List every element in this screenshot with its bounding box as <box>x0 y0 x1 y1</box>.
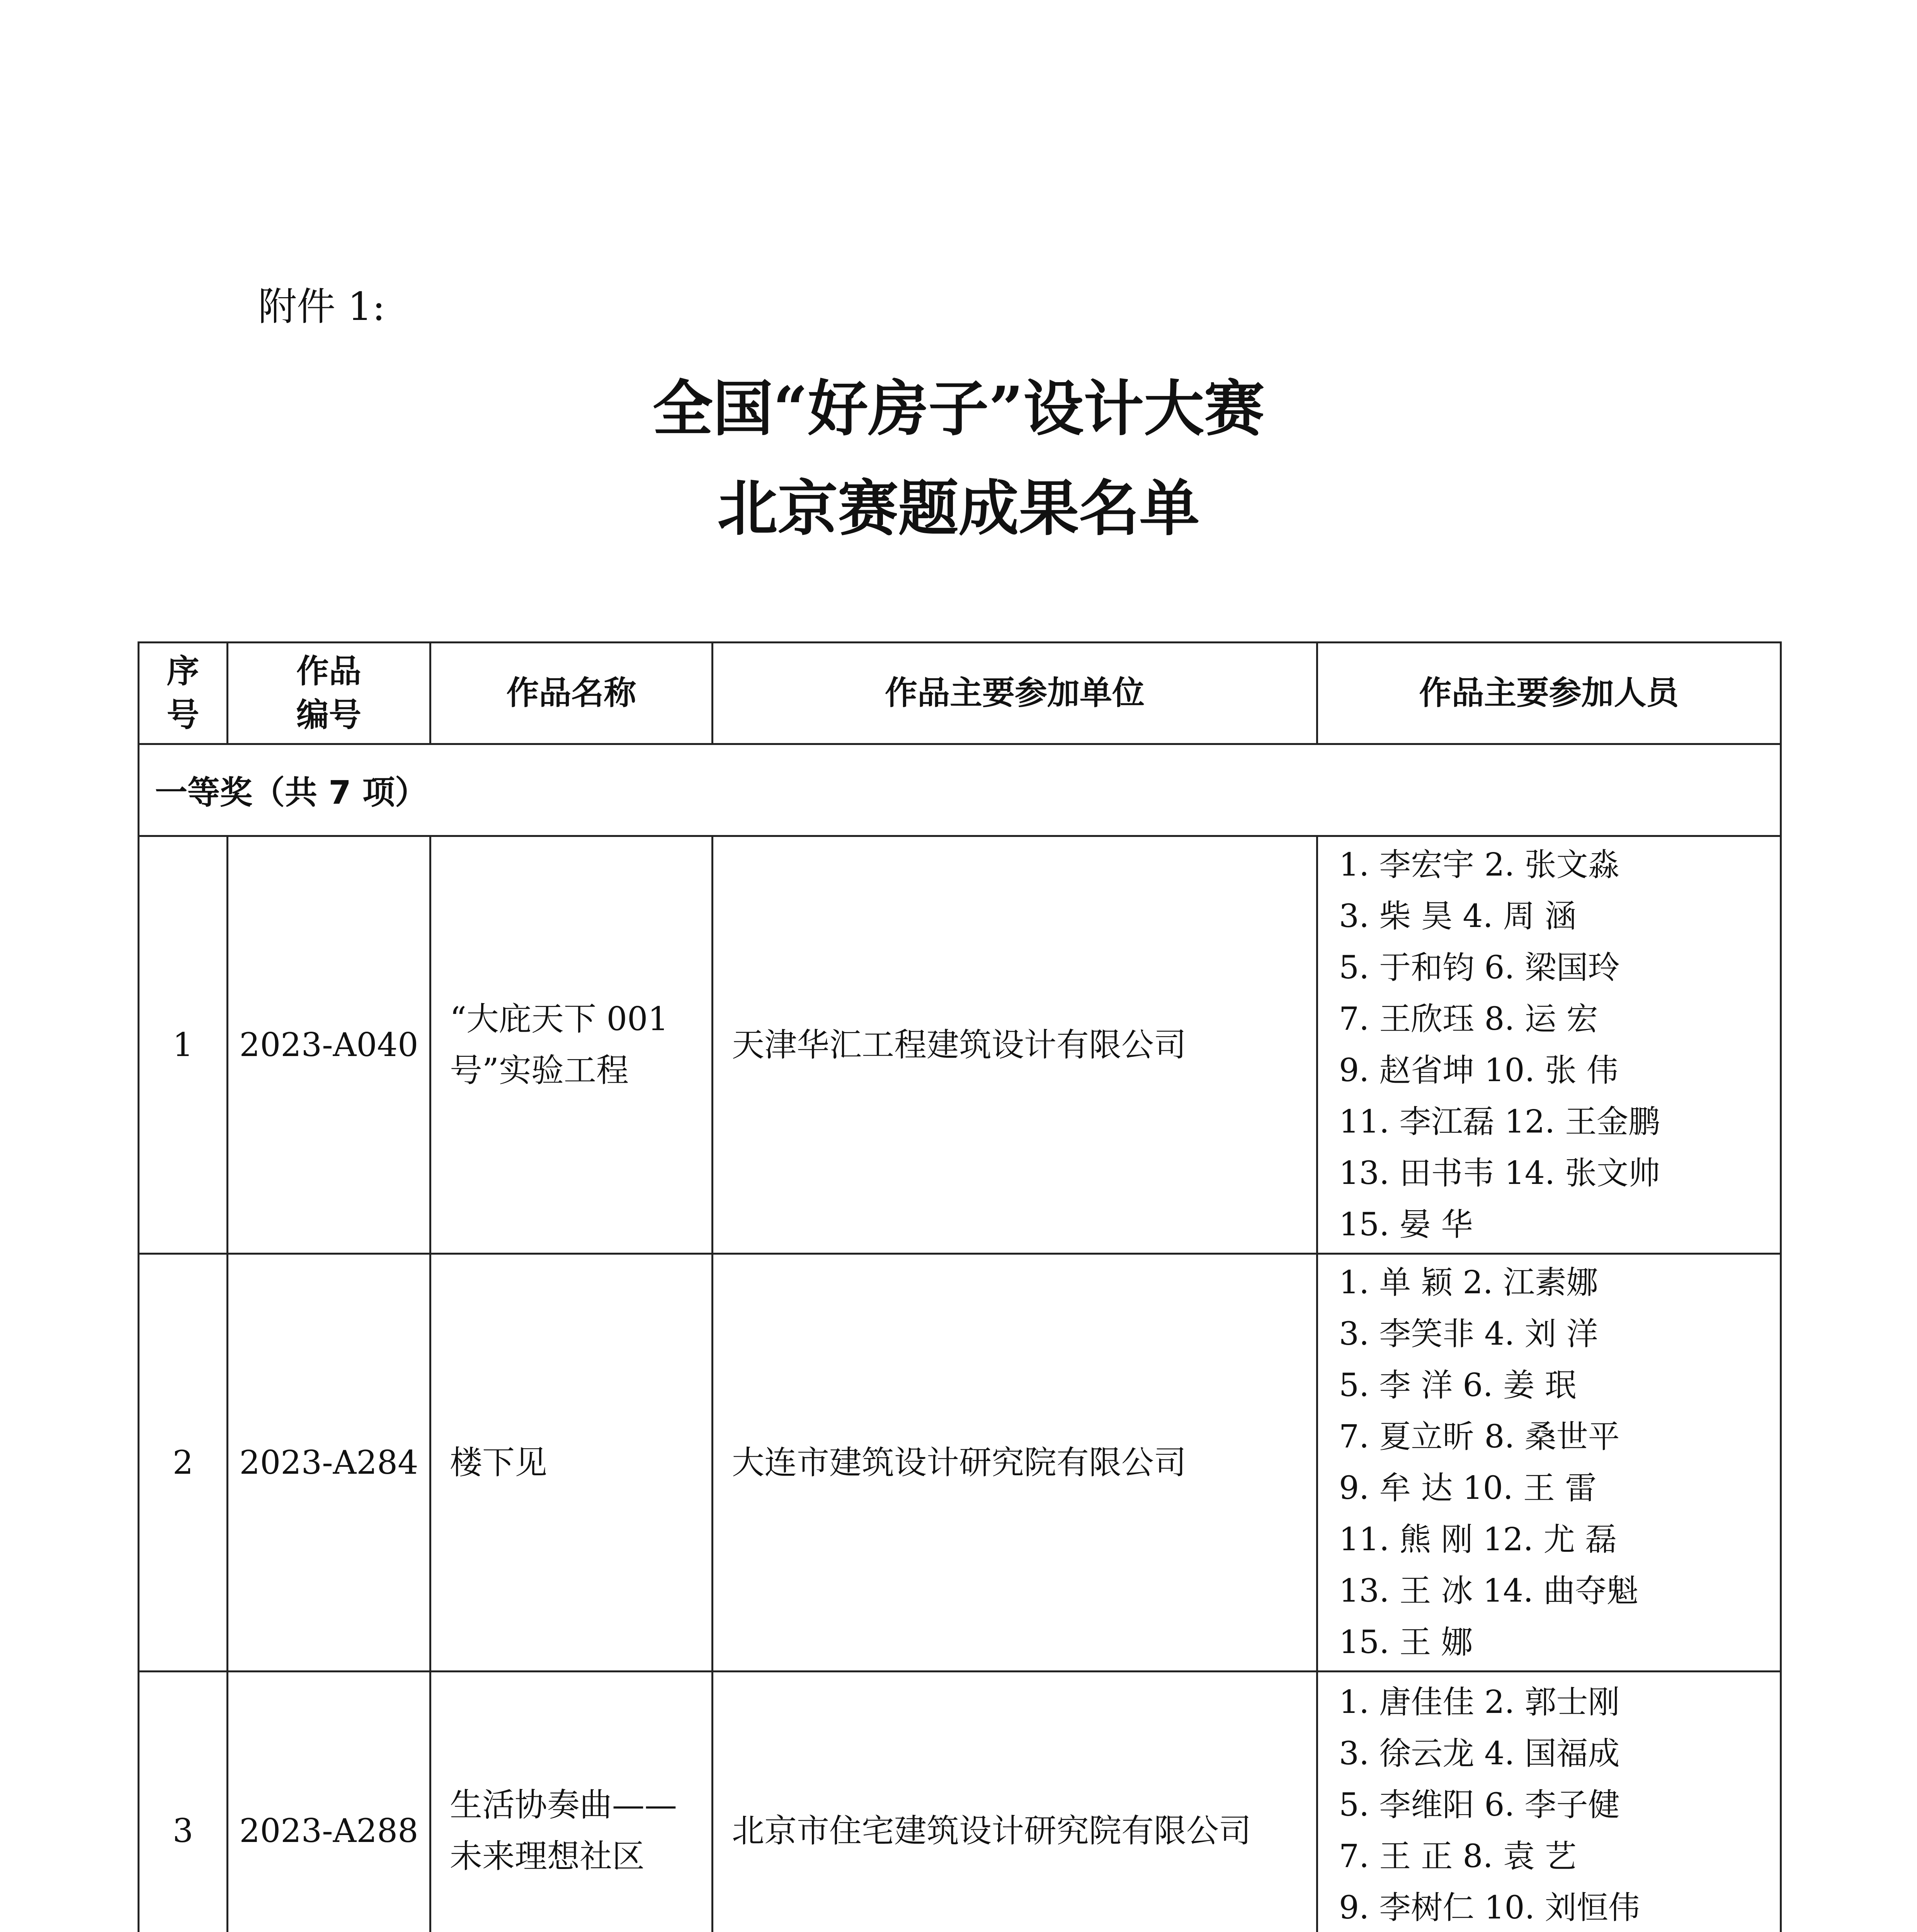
table-header-row <box>139 643 1781 744</box>
table-row <box>139 1672 1781 1932</box>
person-line: 5. 李 洋 6. 姜 珉 <box>1339 1367 1577 1404</box>
person-line: 13. 王 冰 14. 曲夺魁 <box>1339 1573 1639 1609</box>
section-row <box>139 744 1781 836</box>
cell-index: 3 <box>139 1672 228 1932</box>
col-header-index: 序 号 <box>139 643 228 744</box>
cell-work-name: 楼下见 <box>430 1254 713 1672</box>
table-row <box>139 1254 1781 1672</box>
person-line: 11. 李江磊 12. 王金鹏 <box>1339 1104 1660 1140</box>
person-line: 1. 唐佳佳 2. 郭士刚 <box>1339 1684 1620 1721</box>
person-line: 9. 牟 达 10. 王 雷 <box>1339 1470 1597 1507</box>
document-title: 全国“好房子”设计大赛 <box>652 373 1265 444</box>
cell-unit: 天津华汇工程建筑设计有限公司 <box>713 836 1317 1254</box>
cell-index: 1 <box>139 836 228 1254</box>
cell-work-name: “大庇天下 001 号”实验工程 <box>430 836 713 1254</box>
person-line: 9. 李树仁 10. 刘恒伟 <box>1339 1889 1640 1926</box>
person-line: 1. 单 颖 2. 江素娜 <box>1339 1264 1598 1301</box>
cell-work-name: 生活协奏曲—— 未来理想社区 <box>430 1672 713 1932</box>
person-line: 7. 夏立昕 8. 桑世平 <box>1339 1418 1620 1455</box>
cell-code: 2023-A040 <box>228 836 430 1254</box>
document-subtitle: 北京赛题成果名单 <box>717 473 1200 544</box>
person-line: 5. 李维阳 6. 李子健 <box>1339 1787 1620 1823</box>
cell-code: 2023-A288 <box>228 1672 430 1932</box>
person-line: 9. 赵省坤 10. 张 伟 <box>1339 1052 1618 1089</box>
person-line: 3. 李笑非 4. 刘 洋 <box>1339 1316 1598 1352</box>
col-header-unit: 作品主要参加单位 <box>713 643 1317 744</box>
table-row <box>139 836 1781 1254</box>
results-table <box>138 641 1782 1932</box>
cell-unit: 北京市住宅建筑设计研究院有限公司 <box>713 1672 1317 1932</box>
person-line: 3. 徐云龙 4. 国福成 <box>1339 1735 1620 1772</box>
cell-index: 2 <box>139 1254 228 1672</box>
person-line: 3. 柴 昊 4. 周 涵 <box>1339 898 1577 935</box>
person-line: 1. 李宏宇 2. 张文淼 <box>1339 847 1620 883</box>
person-line: 7. 王欣珏 8. 运 宏 <box>1339 1001 1598 1037</box>
person-line: 5. 于和钧 6. 梁国玲 <box>1339 949 1620 986</box>
person-line: 15. 晏 华 <box>1339 1206 1473 1243</box>
col-header-code: 作品 编号 <box>228 643 430 744</box>
cell-people <box>1317 1672 1781 1932</box>
cell-code: 2023-A284 <box>228 1254 430 1672</box>
person-line: 11. 熊 刚 12. 尤 磊 <box>1339 1521 1617 1558</box>
col-header-people: 作品主要参加人员 <box>1317 643 1781 744</box>
attachment-label: 附件 1: <box>258 284 386 329</box>
person-line: 15. 王 娜 <box>1339 1624 1473 1661</box>
person-line: 7. 王 正 8. 袁 艺 <box>1339 1838 1577 1875</box>
cell-people <box>1317 1254 1781 1672</box>
cell-unit: 大连市建筑设计研究院有限公司 <box>713 1254 1317 1672</box>
section-label: 一等奖（共 7 项） <box>139 744 1781 836</box>
col-header-name: 作品名称 <box>430 643 713 744</box>
cell-people <box>1317 836 1781 1254</box>
person-line: 13. 田书韦 14. 张文帅 <box>1339 1155 1660 1192</box>
